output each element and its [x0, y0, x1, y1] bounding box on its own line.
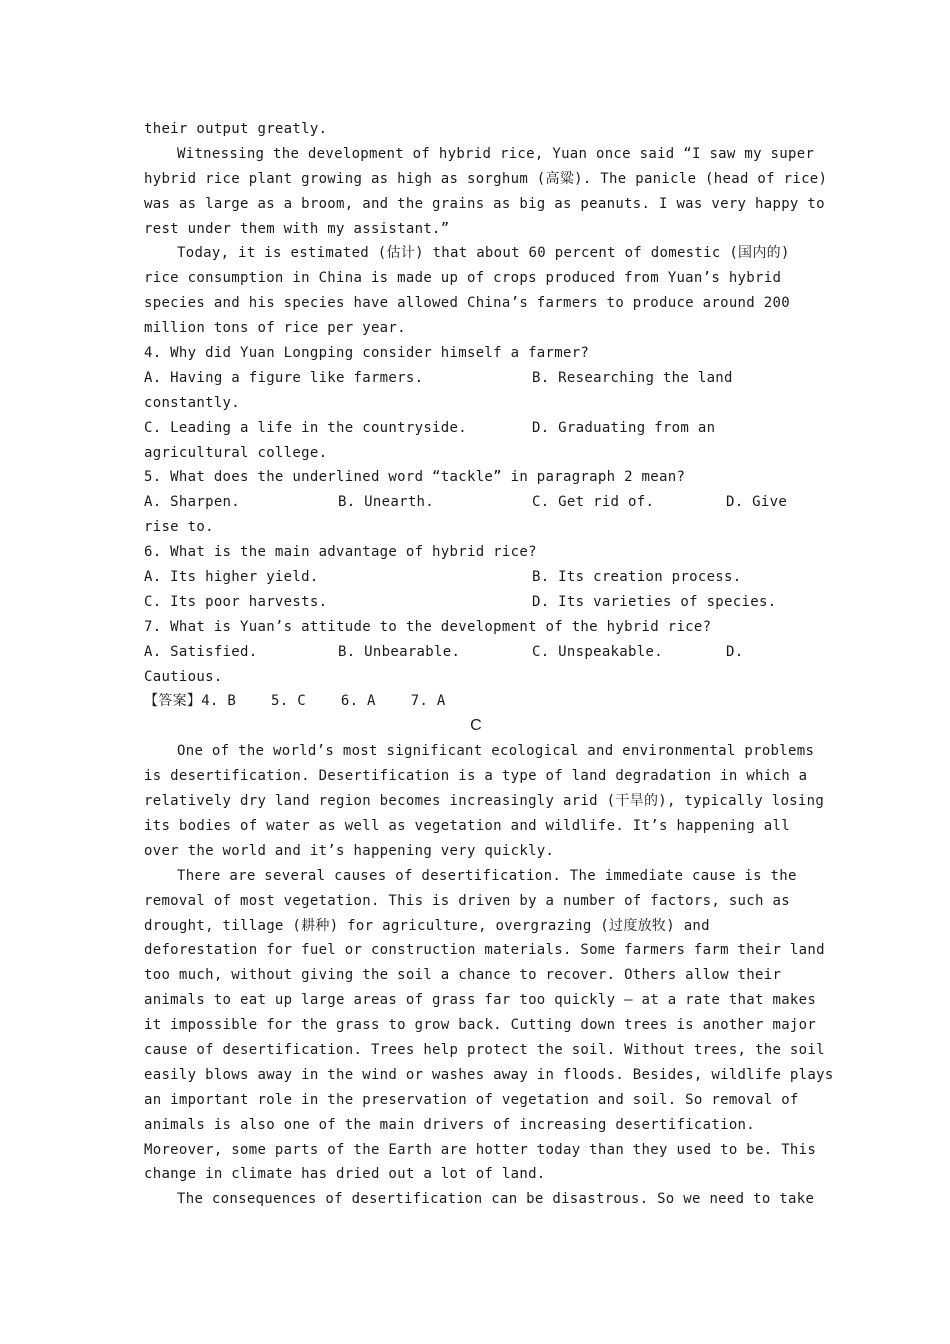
passage-line: rice consumption in China is made up of crops produced from Yuan’s hybrid — [144, 270, 782, 287]
passage-line: its bodies of water as well as vegetation and wildlife. It’s happening all — [144, 817, 790, 834]
passage-line: drought, tillage (耕种) for agriculture, overgrazing (过度放牧) and — [144, 917, 710, 934]
passage-line: million tons of rice per year. — [144, 320, 406, 337]
passage-line: rest under them with my assistant.” — [144, 220, 450, 237]
passage-line: animals to eat up large areas of grass far too quickly — at a rate that makes — [144, 992, 817, 1009]
option-b: B. Researching the land — [532, 369, 733, 386]
option-b: B. Its creation process. — [532, 569, 742, 586]
answer-key-label: 【答案】 — [144, 693, 202, 710]
passage-line: cause of desertification. Trees help protect the soil. Without trees, the soil — [144, 1041, 825, 1058]
section-heading: C — [470, 717, 482, 735]
option-b: B. Unbearable. — [338, 643, 461, 660]
option-c: C. Get rid of. — [532, 494, 655, 511]
option-a: A. Satisfied. — [144, 643, 258, 660]
passage-line: easily blows away in the wind or washes away in floods. Besides, wildlife plays — [144, 1066, 834, 1083]
passage-line: hybrid rice plant growing as high as sorghum (高粱). The panicle (head of rice) — [144, 170, 828, 187]
passage-line: Witnessing the development of hybrid rice, Yuan once said “I saw my super — [177, 145, 815, 162]
option-a: A. Sharpen. — [144, 494, 241, 511]
question-4-options-row-1 — [144, 366, 808, 391]
passage-line: The consequences of desertification can be disastrous. So we need to take — [177, 1191, 815, 1208]
passage-line: relatively dry land region becomes increasingly arid (干旱的), typically losing — [144, 793, 825, 810]
option-b-continued: constantly. — [144, 394, 241, 411]
passage-line: One of the world’s most significant ecological and environmental problems — [177, 743, 815, 760]
option-c: C. Leading a life in the countryside. — [144, 419, 467, 436]
option-c: C. Its poor harvests. — [144, 593, 328, 610]
option-b: B. Unearth. — [338, 494, 435, 511]
option-d-continued: agricultural college. — [144, 444, 328, 461]
question-4-stem: 4. Why did Yuan Longping consider himself a farmer? — [144, 345, 590, 362]
question-6-options-row-1 — [144, 565, 808, 590]
option-d: D. Give — [726, 494, 788, 511]
option-d: D. Its varieties of species. — [532, 593, 777, 610]
passage-line: There are several causes of desertification. The immediate cause is the — [177, 867, 797, 884]
passage-line: removal of most vegetation. This is driven by a number of factors, such as — [144, 892, 790, 909]
passage-line: change in climate has dried out a lot of land. — [144, 1166, 546, 1183]
answer-key — [144, 689, 808, 714]
answer-key-values: 4. B 5. C 6. A 7. A — [201, 693, 446, 710]
option-a: A. Having a figure like farmers. — [144, 369, 424, 386]
passage-line: is desertification. Desertification is a type of land degradation in which a — [144, 768, 808, 785]
question-5-options-row — [144, 490, 808, 515]
option-d-continued: Cautious. — [144, 668, 223, 685]
question-4-options-row-2 — [144, 416, 808, 441]
passage-line: over the world and it’s happening very quickly. — [144, 842, 555, 859]
option-d: D. — [726, 643, 744, 660]
option-c: C. Unspeakable. — [532, 643, 663, 660]
passage-line: Today, it is estimated (估计) that about 60 percent of domestic (国内的) — [177, 245, 790, 262]
option-d: D. Graduating from an — [532, 419, 716, 436]
passage-line: too much, without giving the soil a chance to recover. Others allow their — [144, 967, 782, 984]
passage-line: Moreover, some parts of the Earth are hotter today than they used to be. This — [144, 1141, 817, 1158]
question-7-options-row — [144, 640, 808, 665]
passage-line: their output greatly. — [144, 121, 328, 137]
option-a: A. Its higher yield. — [144, 569, 319, 586]
passage-line: animals is also one of the main drivers of increasing desertification. — [144, 1116, 756, 1133]
passage-line: an important role in the preservation of vegetation and soil. So removal of — [144, 1091, 799, 1108]
question-5-stem: 5. What does the underlined word “tackle” in paragraph 2 mean? — [144, 469, 686, 486]
option-d-continued: rise to. — [144, 519, 214, 536]
passage-line: was as large as a broom, and the grains as big as peanuts. I was very happy to — [144, 195, 825, 212]
question-6-stem: 6. What is the main advantage of hybrid rice? — [144, 544, 537, 561]
passage-line: deforestation for fuel or construction materials. Some farmers farm their land — [144, 942, 825, 959]
document-page — [144, 117, 834, 1212]
passage-line: it impossible for the grass to grow back. Cutting down trees is another major — [144, 1017, 817, 1034]
question-6-options-row-2 — [144, 590, 808, 615]
passage-line: species and his species have allowed China’s farmers to produce around 200 — [144, 295, 790, 312]
question-7-stem: 7. What is Yuan’s attitude to the development of the hybrid rice? — [144, 618, 712, 635]
